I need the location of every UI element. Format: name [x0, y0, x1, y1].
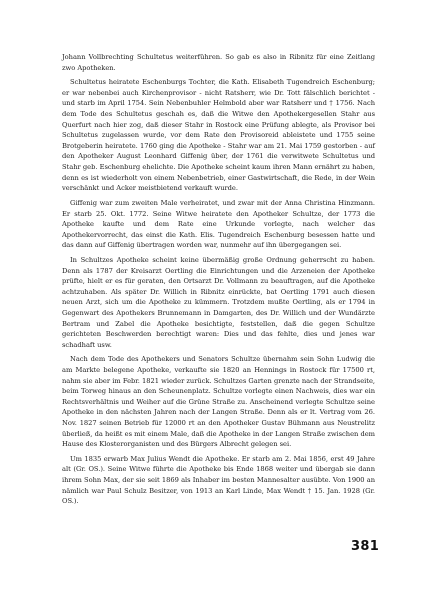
body-text	[62, 52, 375, 511]
paragraph: Giffenig war zum zweiten Male verheiratet, und zwar mit der Anna Christina Hinzmann. Er starb 25. Okt. 1772. Seine Witwe heiratete den Apotheker Schultze, der 1773 die Apotheke kaufte und dem Rate eine Urkunde vorlegte, nach welcher das Apothekervorrecht, das einst die Kath. Elis. Tugendreich Eschenburg besessen hatte und das dann auf Giffenig übertragen worden war, nunmehr auf ihn übergegangen sei.	[62, 198, 375, 250]
paragraph: Johann Vollbrechting Schultetus weiterführen. So gab es also in Ribnitz für eine Zeitlang zwo Apotheken.	[62, 53, 375, 72]
paragraph: Nach dem Tode des Apothekers und Senators Schultze übernahm sein Sohn Ludwig die am Markte belegene Apotheke, verkaufte sie 1820 an Hennings in Rostock für 17500 rt, nahm sie aber im Febr. 1821 wieder zurück. Schultzes Garten grenzte nach der Strandseite, beim Torweg hinaus an den Scheunenplatz. Schultze vorlegte einen Nachweis, dies war ein Rechtsverhältnis und Weiher auf die Grüne Straße zu. Anscheinend verlegte Schultze seine Apotheke in den nächsten Jahren nach der Langen Straße. Denn als er lt. Vertrag vom 26. Nov. 1827 seinen Betrieb für 12000 rt an den Apotheker Gustav Bühmann aus Neustrelitz überließ, da heißt es mit einem Male, daß die Apotheke in der Langen Straße zwischen dem Hause des Klosterorganisten und des Bürgers Albrecht gelegen sei.	[62, 355, 375, 449]
page-number: 381	[351, 539, 380, 554]
paragraph: In Schultzes Apotheke scheint keine übermäßig große Ordnung geherrscht zu haben. Denn als 1787 der Kreisarzt Oertling die Einrichtungen und die Arzeneien der Apotheke prüfte, hielt er es für geraten, den Ortsarzt Dr. Vollmann zu beauftragen, auf die Apotheke achtzuhaben. Als später Dr. Willich in Ribnitz einrückte, bat Oertling 1791 auch diesen neuen Arzt, sich um die Apotheke zu kümmern. Trotzdem mußte Oertling, als er 1794 in Gegenwart des Apothekers Brunnemann in Damgarten, des Dr. Willich und der Wundärzte Bertram und Zabel die Apotheke besichtigte, feststellen, daß die gegen Schultze gerichteten Beschwerden berechtigt waren: Dies und das fehlte, dies und jenes war schadhaft usw.	[62, 255, 375, 349]
paragraph: Um 1835 erwarb Max Julius Wendt die Apotheke. Er starb am 2. Mai 1856, erst 49 Jahre alt (Gr. OS.). Seine Witwe führte die Apotheke bis Ende 1868 weiter und übergab sie dann ihrem Sohn Max, der sie seit 1869 als Inhaber im besten Mannesalter ausübte. Von 1900 an nämlich war Paul Schulz Besitzer, von 1913 an Karl Linde, Max Wendt † 15. Jan. 1928 (Gr. OS.).	[62, 454, 375, 506]
paragraph: Schultetus heiratete Eschenburgs Tochter, die Kath. Elisabeth Tugendreich Eschenburg; er war nebenbei auch Kirchenprovisor - nicht Ratsherr, wie Dr. Tott fälschlich berichtet - und starb im April 1754. Sein Nebenbuhler Helmbold aber war Ratsherr und † 1756. Nach dem Tode des Schultetus geschah es, daß die Witwe den Apothekergesellen Stahr aus Querfurt nach hier zog, daß dieser Stahr in Rostock eine Prüfung ablegte, als Provisor bei Schultetus zugelassen wurde, vor dem Rate den Provisoreid ableistete und 1755 seine Brotgeberin heiratete. 1760 ging die Apotheke - Stahr war am 21. Mai 1759 gestorben - auf den Apotheker August Leonhard Giffenig über, der 1761 die verwitwete Schultetus und Stahr geb. Eschenburg ehelichte. Die Apotheke scheint kaum ihren Mann ernährt zu haben, denn es ist wiederholt von einem Nebenbetrieb, einer Gastwirtschaft, die Rede, in der Wein verschänkt und Acker meistbietend verkauft wurde.	[62, 78, 375, 193]
